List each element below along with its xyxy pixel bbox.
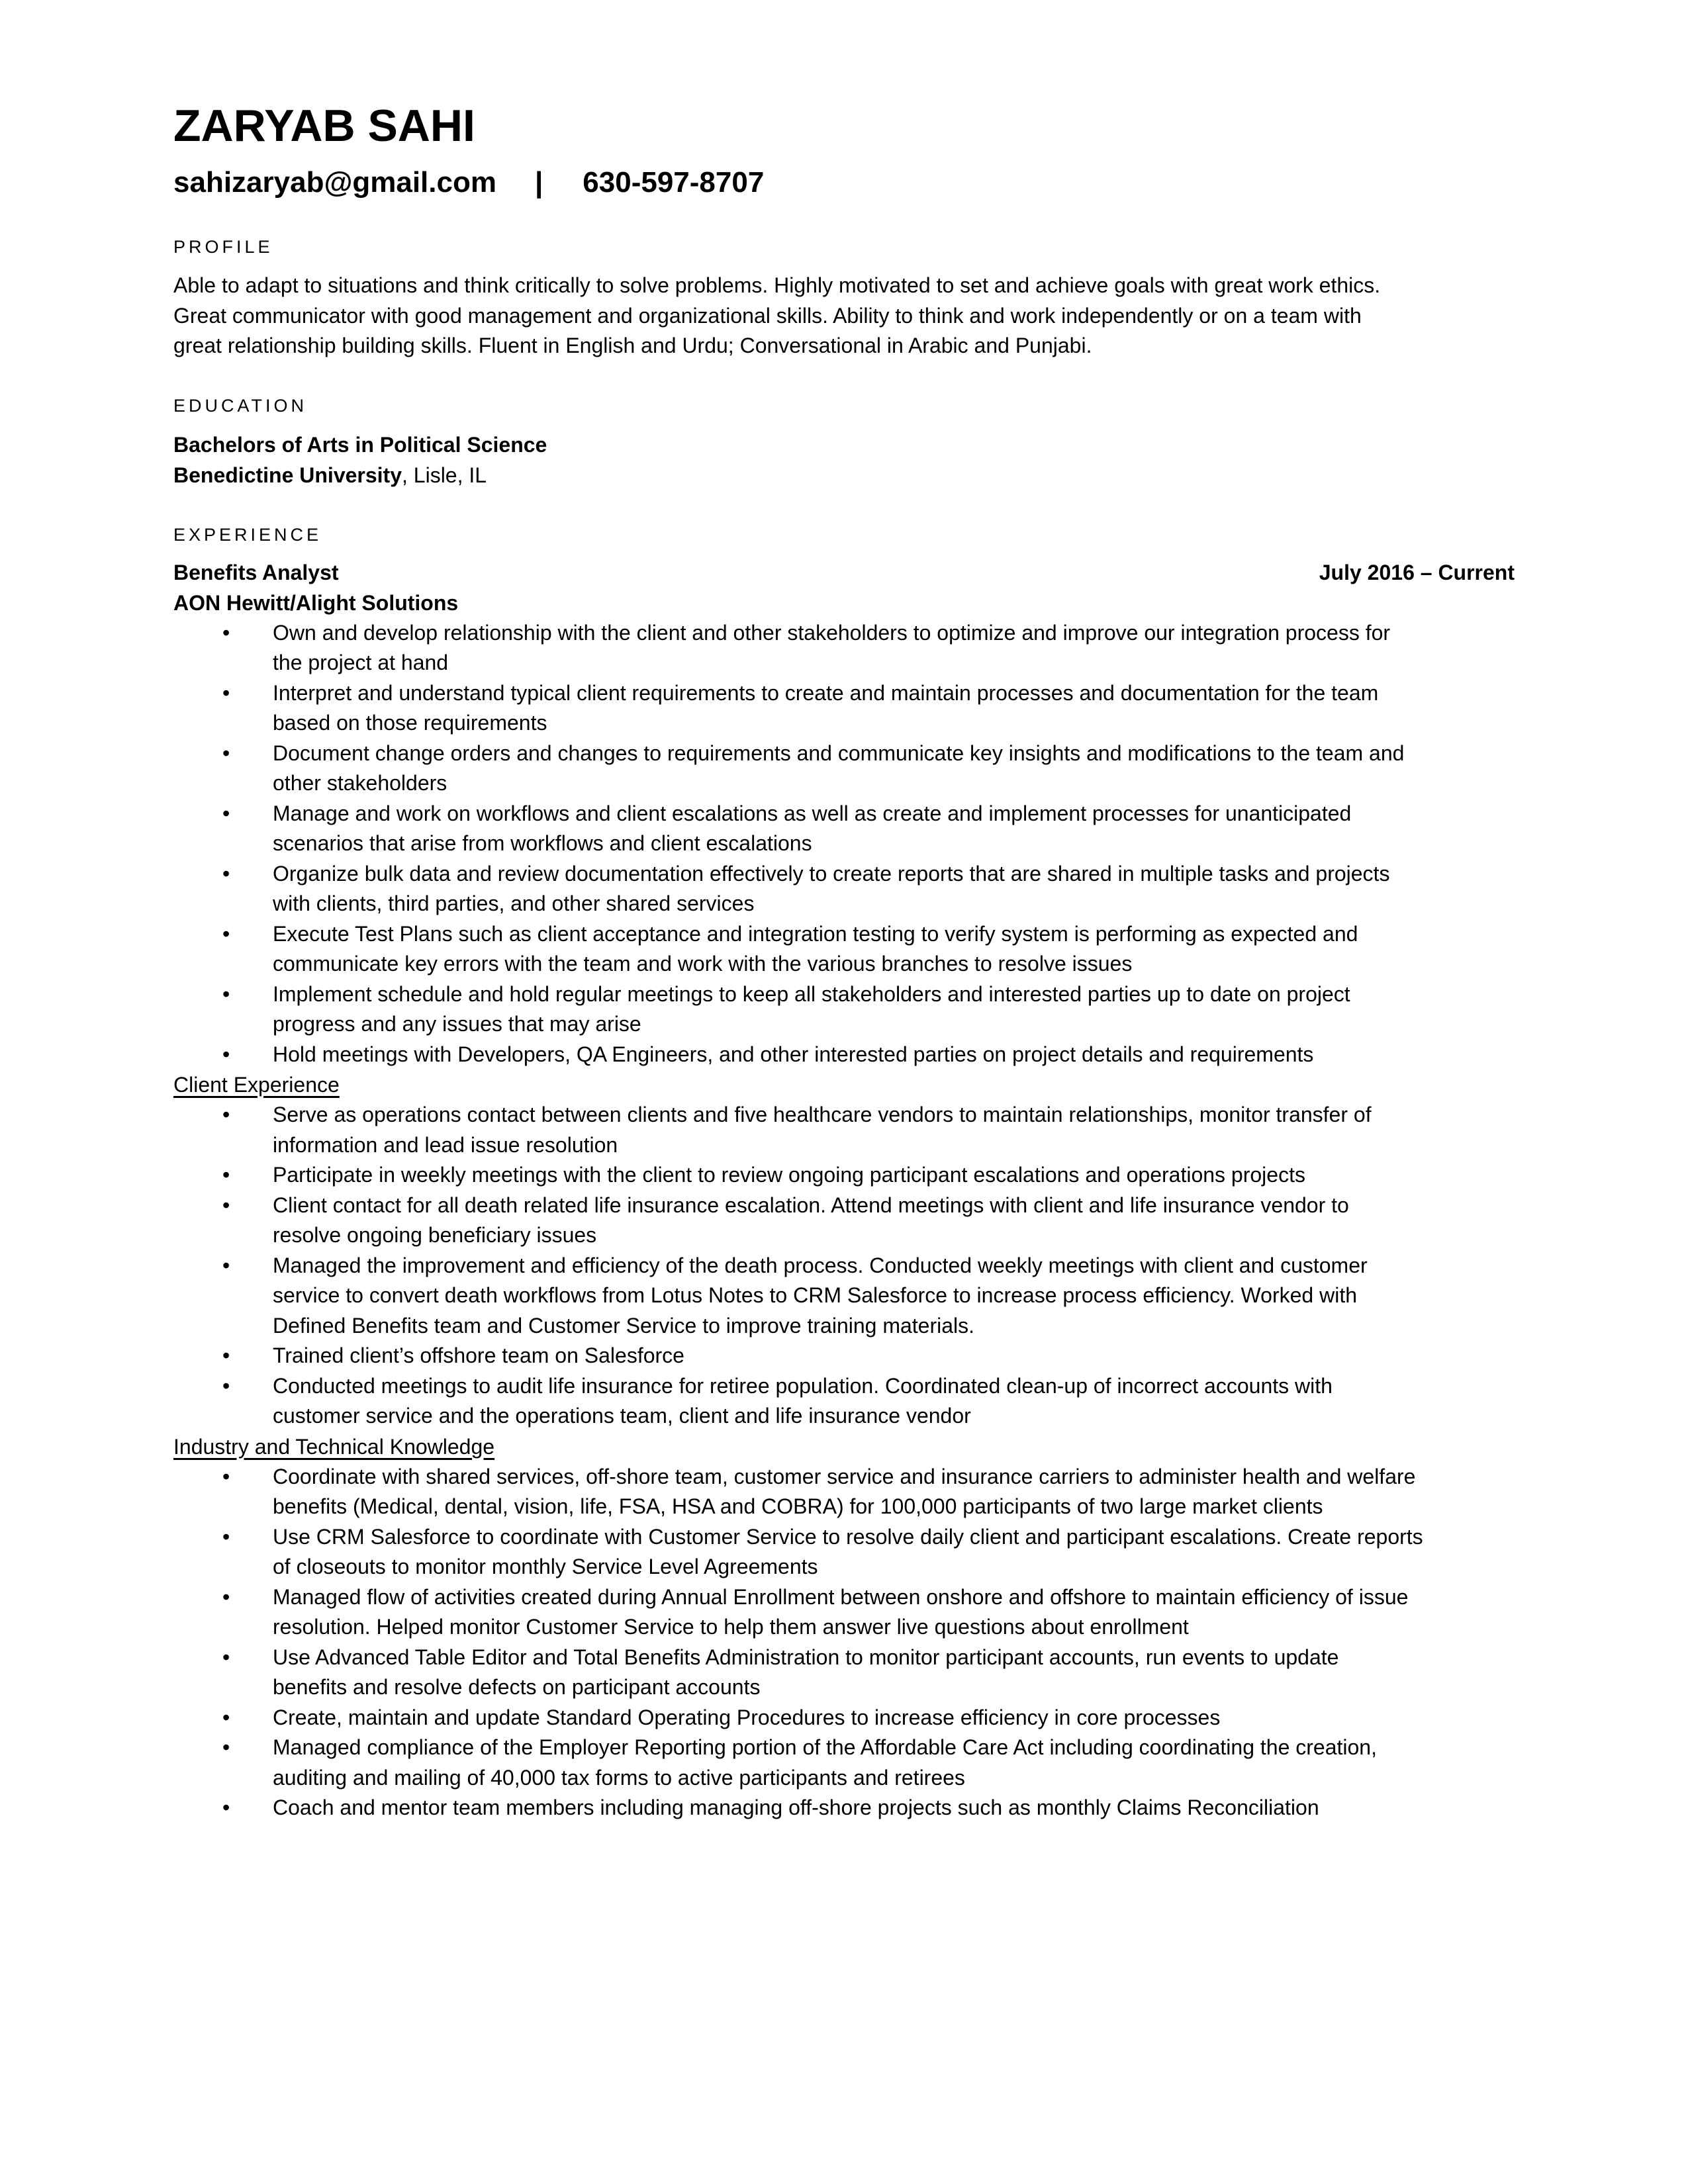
bullet-line: resolution. Helped monitor Customer Service to help them answer live questions about enrollment <box>273 1615 1189 1639</box>
profile-line: Able to adapt to situations and think critically to solve problems. Highly motivated to set and achieve goals with great work ethics. <box>173 273 1381 297</box>
industry-bullet-item <box>173 1793 1515 1823</box>
profile-heading: PROFILE <box>173 237 273 257</box>
bullet-glyph: • <box>222 1343 230 1367</box>
bullet-line: service to convert death workflows from Lotus Notes to CRM Salesforce to increase process efficiency. Worked with <box>273 1283 1357 1307</box>
responsibility-bullet-item <box>173 739 1515 799</box>
job-title: Benefits Analyst <box>173 560 339 584</box>
client-bullet-item <box>173 1100 1515 1160</box>
bullet-line: resolve ongoing beneficiary issues <box>273 1223 597 1247</box>
bullet-glyph: • <box>222 620 230 645</box>
education-block <box>173 430 1515 490</box>
profile-text <box>173 271 1515 361</box>
bullet-line: Use Advanced Table Editor and Total Benefits Administration to monitor participant accounts, run events to update <box>273 1645 1339 1669</box>
bullet-line: information and lead issue resolution <box>273 1132 618 1157</box>
bullet-line: Interpret and understand typical client requirements to create and maintain processes and documentation for the team <box>273 680 1379 705</box>
client-bullet-item <box>173 1341 1515 1371</box>
bullet-glyph: • <box>222 861 230 886</box>
bullet-glyph: • <box>222 680 230 705</box>
school-line <box>173 460 1515 490</box>
responsibility-bullet-item <box>173 979 1515 1040</box>
school-location: , Lisle, IL <box>402 463 487 487</box>
bullet-glyph: • <box>222 801 230 825</box>
bullet-line: Hold meetings with Developers, QA Engineers, and other interested parties on project details and requirements <box>273 1042 1314 1066</box>
bullet-line: Trained client’s offshore team on Salesforce <box>273 1343 684 1367</box>
profile-line: Great communicator with good management and organizational skills. Ability to think and work independently or on a team with <box>173 303 1362 328</box>
bullet-line: Implement schedule and hold regular meetings to keep all stakeholders and interested parties up to date on project <box>273 981 1350 1006</box>
responsibility-bullet-item <box>173 1040 1515 1070</box>
bullet-line: with clients, third parties, and other shared services <box>273 891 755 915</box>
bullet-line: Client contact for all death related life insurance escalation. Attend meetings with client and life insurance vendor to <box>273 1193 1349 1217</box>
bullet-line: Managed compliance of the Employer Reporting portion of the Affordable Care Act including coordinating the creation, <box>273 1735 1377 1759</box>
job-header <box>173 557 1515 588</box>
industry-bullet-item <box>173 1582 1515 1643</box>
client-bullet-item <box>173 1191 1515 1251</box>
bullet-line: the project at hand <box>273 651 449 674</box>
contact-line <box>173 168 1515 197</box>
bullet-line: Manage and work on workflows and client escalations as well as create and implement processes for unanticipated <box>273 801 1352 825</box>
responsibility-bullet-item <box>173 859 1515 919</box>
bullet-glyph: • <box>222 1705 230 1729</box>
client-bullet-item <box>173 1251 1515 1342</box>
bullet-line: Defined Benefits team and Customer Service to improve training materials. <box>273 1313 975 1338</box>
bullet-line: Use CRM Salesforce to coordinate with Customer Service to resolve daily client and participant escalations. Create reports <box>273 1524 1423 1549</box>
candidate-name: ZARYAB SAHI <box>173 101 475 151</box>
bullet-line: customer service and the operations team, client and life insurance vendor <box>273 1404 971 1428</box>
industry-bullet-item <box>173 1643 1515 1703</box>
bullet-line: Participate in weekly meetings with the client to review ongoing participant escalations and operations projects <box>273 1163 1305 1187</box>
bullet-line: communicate key errors with the team and work with the various branches to resolve issues <box>273 952 1133 976</box>
bullet-glyph: • <box>222 741 230 765</box>
bullet-glyph: • <box>222 1524 230 1549</box>
client-experience-heading: Client Experience <box>173 1073 340 1097</box>
bullet-line: auditing and mailing of 40,000 tax forms to active participants and retirees <box>273 1765 965 1790</box>
bullet-glyph: • <box>222 1193 230 1217</box>
client-bullet-item <box>173 1160 1515 1191</box>
bullet-line: Coach and mentor team members including managing off-shore projects such as monthly Claims Reconciliation <box>273 1796 1319 1819</box>
responsibility-bullet-item <box>173 678 1515 739</box>
bullet-glyph: • <box>222 981 230 1006</box>
phone-text: 630-597-8707 <box>583 166 765 199</box>
experience-heading: EXPERIENCE <box>173 524 322 545</box>
industry-bullet-item <box>173 1733 1515 1793</box>
job-dates: July 2016 – Current <box>1319 560 1515 584</box>
industry-bullet-item <box>173 1703 1515 1733</box>
industry-knowledge-list <box>173 1462 1515 1823</box>
bullet-line: scenarios that arise from workflows and client escalations <box>273 831 812 855</box>
bullet-glyph: • <box>222 1645 230 1669</box>
email-text: sahizaryab@gmail.com <box>173 166 496 199</box>
bullet-line: other stakeholders <box>273 771 447 795</box>
bullet-glyph: • <box>222 1584 230 1609</box>
degree-text: Bachelors of Arts in Political Science <box>173 432 547 457</box>
bullet-glyph: • <box>222 921 230 946</box>
contact-separator: | <box>534 166 543 199</box>
bullet-line: of closeouts to monitor monthly Service Level Agreements <box>273 1555 818 1578</box>
bullet-line: Conducted meetings to audit life insurance for retiree population. Coordinated clean-up of incorrect accounts with <box>273 1373 1333 1398</box>
bullet-line: Managed the improvement and efficiency of the death process. Conducted weekly meetings with client and customer <box>273 1253 1368 1277</box>
client-experience-list <box>173 1100 1515 1432</box>
responsibility-bullet-item <box>173 618 1515 678</box>
industry-knowledge-heading: Industry and Technical Knowledge <box>173 1434 495 1459</box>
client-bullet-item <box>173 1371 1515 1432</box>
bullet-glyph: • <box>222 1373 230 1398</box>
bullet-glyph: • <box>222 1735 230 1759</box>
bullet-line: Serve as operations contact between clients and five healthcare vendors to maintain relationships, monitor transfer of <box>273 1103 1372 1126</box>
bullet-line: Create, maintain and update Standard Operating Procedures to increase efficiency in core processes <box>273 1705 1221 1729</box>
school-name: Benedictine University <box>173 463 402 487</box>
company-name: AON Hewitt/Alight Solutions <box>173 590 459 615</box>
bullet-line: Managed flow of activities created during Annual Enrollment between onshore and offshore to maintain efficiency of issue <box>273 1584 1409 1609</box>
bullet-line: Document change orders and changes to requirements and communicate key insights and modifications to the team and <box>273 741 1405 765</box>
profile-line: great relationship building skills. Fluent in English and Urdu; Conversational in Arabic and Punjabi. <box>173 334 1092 357</box>
bullet-glyph: • <box>222 1163 230 1187</box>
bullet-line: based on those requirements <box>273 711 547 735</box>
resume-page <box>173 99 1515 1823</box>
responsibility-list <box>173 618 1515 1070</box>
bullet-glyph: • <box>222 1103 230 1126</box>
bullet-line: Execute Test Plans such as client acceptance and integration testing to verify system is performing as expected and <box>273 921 1358 946</box>
bullet-glyph: • <box>222 1464 230 1488</box>
bullet-glyph: • <box>222 1253 230 1277</box>
bullet-line: Organize bulk data and review documentation effectively to create reports that are shared in multiple tasks and projects <box>273 861 1390 886</box>
education-heading: EDUCATION <box>173 395 308 416</box>
responsibility-bullet-item <box>173 919 1515 979</box>
bullet-line: benefits and resolve defects on participant accounts <box>273 1675 761 1699</box>
responsibility-bullet-item <box>173 799 1515 859</box>
bullet-glyph: • <box>222 1796 230 1819</box>
bullet-line: Coordinate with shared services, off-shore team, customer service and insurance carriers to administer health and welfare <box>273 1464 1416 1488</box>
bullet-glyph: • <box>222 1042 230 1066</box>
bullet-line: progress and any issues that may arise <box>273 1012 641 1036</box>
bullet-line: Own and develop relationship with the client and other stakeholders to optimize and improve our integration process for <box>273 620 1391 645</box>
industry-bullet-item <box>173 1462 1515 1522</box>
industry-bullet-item <box>173 1522 1515 1582</box>
bullet-line: benefits (Medical, dental, vision, life, FSA, HSA and COBRA) for 100,000 participants of two large market clients <box>273 1494 1323 1518</box>
